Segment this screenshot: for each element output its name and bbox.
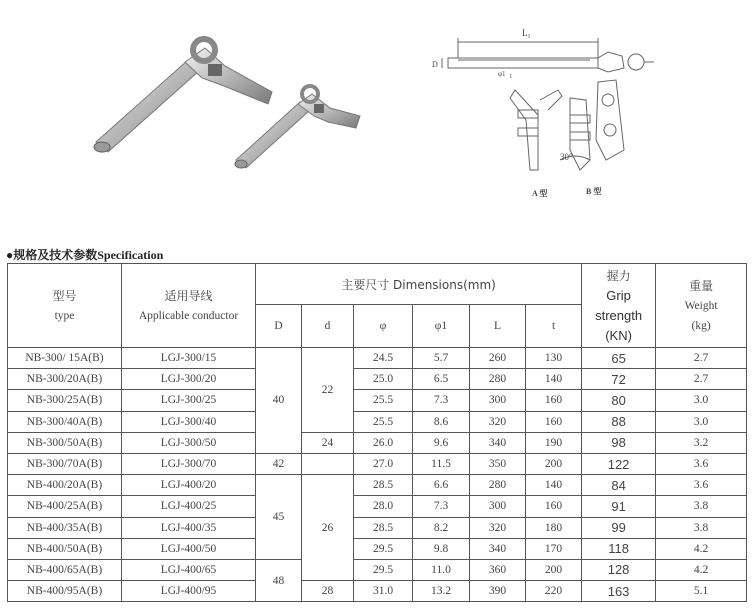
cell-t: 200 [526, 559, 582, 580]
cell-conductor: LGJ-400/35 [122, 517, 256, 538]
cell-L: 280 [470, 369, 526, 390]
cell-phi: 28.0 [354, 496, 413, 517]
cell-conductor: LGJ-300/20 [122, 369, 256, 390]
cell-conductor: LGJ-300/15 [122, 348, 256, 369]
cell-d: 24 [302, 432, 354, 453]
cell-t: 160 [526, 496, 582, 517]
header-weight-cn: 重量 [689, 278, 714, 293]
header-grip [582, 264, 656, 348]
cell-phi1: 5.7 [413, 348, 470, 369]
header-weight-unit: (kg) [691, 319, 711, 332]
header-L: L [470, 305, 526, 348]
cell-weight: 2.7 [656, 348, 747, 369]
cell-type: NB-400/25A(B) [8, 496, 122, 517]
label-type-b: B 型 [586, 187, 602, 196]
cell-type: NB-400/50A(B) [8, 538, 122, 559]
cell-t: 170 [526, 538, 582, 559]
header-weight [656, 264, 747, 348]
table-row [8, 369, 747, 390]
cell-phi1: 11.5 [413, 453, 470, 474]
cell-t: 140 [526, 475, 582, 496]
cell-grip: 88 [582, 411, 656, 432]
cell-weight: 3.6 [656, 453, 747, 474]
cell-phi: 25.5 [354, 390, 413, 411]
cell-grip: 84 [582, 475, 656, 496]
cell-weight: 4.2 [656, 559, 747, 580]
cell-phi1: 7.3 [413, 496, 470, 517]
header-dimensions: 主要尺寸 Dimensions(mm) [256, 264, 582, 305]
cell-L: 300 [470, 390, 526, 411]
cell-phi: 24.5 [354, 348, 413, 369]
cell-phi: 29.5 [354, 538, 413, 559]
header-conductor [122, 264, 256, 348]
cell-conductor: LGJ-300/40 [122, 411, 256, 432]
cell-weight: 3.0 [656, 390, 747, 411]
table-row [8, 390, 747, 411]
header-phi1: φ1 [413, 305, 470, 348]
cell-weight: 3.6 [656, 475, 747, 496]
cell-type: NB-300/40A(B) [8, 411, 122, 432]
header-weight-en: Weight [684, 299, 718, 312]
cell-grip: 98 [582, 432, 656, 453]
cell-grip: 128 [582, 559, 656, 580]
header-D: D [256, 305, 302, 348]
header-grip-unit: (KN) [605, 327, 632, 343]
cell-conductor: LGJ-400/95 [122, 581, 256, 602]
cell-phi1: 9.6 [413, 432, 470, 453]
cell-L: 300 [470, 496, 526, 517]
cell-grip: 99 [582, 517, 656, 538]
cell-D: 40 [256, 348, 302, 454]
cell-conductor: LGJ-400/20 [122, 475, 256, 496]
cell-phi1: 8.6 [413, 411, 470, 432]
cell-phi: 25.5 [354, 411, 413, 432]
header-grip-en2: strength [595, 307, 643, 323]
cell-phi: 31.0 [354, 581, 413, 602]
cell-L: 340 [470, 432, 526, 453]
cell-t: 140 [526, 369, 582, 390]
label-L1: L₁ [522, 28, 531, 38]
table-row [8, 475, 747, 496]
header-t: t [526, 305, 582, 348]
table-row [8, 517, 747, 538]
specification-table [7, 263, 747, 602]
cell-grip: 122 [582, 453, 656, 474]
cell-phi: 25.0 [354, 369, 413, 390]
cell-grip: 91 [582, 496, 656, 517]
section-title: ●规格及技术参数Specification [6, 248, 164, 262]
label-D: D [432, 60, 438, 69]
label-type-a: A 型 [532, 189, 548, 198]
cell-type: NB-400/35A(B) [8, 517, 122, 538]
cell-grip: 80 [582, 390, 656, 411]
cell-t: 220 [526, 581, 582, 602]
cell-phi: 27.0 [354, 453, 413, 474]
cell-type: NB-300/25A(B) [8, 390, 122, 411]
cell-weight: 3.8 [656, 517, 747, 538]
header-grip-cn: 握力 [606, 268, 631, 283]
cell-conductor: LGJ-300/70 [122, 453, 256, 474]
cell-D: 48 [256, 559, 302, 601]
header-model-en: type [54, 309, 75, 322]
cell-d: 22 [302, 348, 354, 433]
table-row [8, 348, 747, 369]
table-row [8, 453, 747, 474]
table-row [8, 538, 747, 559]
product-photo [0, 0, 380, 240]
header-d: d [302, 305, 354, 348]
table-row [8, 432, 747, 453]
header-grip-en1: Grip [606, 287, 631, 303]
cell-phi1: 6.6 [413, 475, 470, 496]
cell-conductor: LGJ-400/25 [122, 496, 256, 517]
cell-phi: 26.0 [354, 432, 413, 453]
label-angle: 30° [560, 152, 573, 162]
cell-t: 200 [526, 453, 582, 474]
cell-weight: 3.0 [656, 411, 747, 432]
cell-d-empty [302, 453, 354, 474]
cell-type: NB-300/ 15A(B) [8, 348, 122, 369]
cell-type: NB-300/20A(B) [8, 369, 122, 390]
cell-t: 180 [526, 517, 582, 538]
label-phi1: φ1 [498, 70, 506, 78]
header-model-cn: 型号 [52, 288, 77, 303]
table-row [8, 581, 747, 602]
cell-type: NB-300/70A(B) [8, 453, 122, 474]
cell-conductor: LGJ-300/50 [122, 432, 256, 453]
cell-t: 160 [526, 390, 582, 411]
label-t: t [510, 72, 512, 80]
cell-weight: 4.2 [656, 538, 747, 559]
cell-phi1: 8.2 [413, 517, 470, 538]
cell-phi1: 13.2 [413, 581, 470, 602]
table-row [8, 559, 747, 580]
cell-type: NB-400/65A(B) [8, 559, 122, 580]
cell-phi1: 9.8 [413, 538, 470, 559]
cell-L: 280 [470, 475, 526, 496]
cell-conductor: LGJ-300/25 [122, 390, 256, 411]
cell-weight: 2.7 [656, 369, 747, 390]
cell-d: 26 [302, 475, 354, 581]
cell-type: NB-400/95A(B) [8, 581, 122, 602]
cell-D: 42 [256, 453, 302, 474]
cell-L: 320 [470, 411, 526, 432]
cell-conductor: LGJ-400/50 [122, 538, 256, 559]
cell-weight: 5.1 [656, 581, 747, 602]
cell-t: 190 [526, 432, 582, 453]
cell-weight: 3.2 [656, 432, 747, 453]
cell-L: 260 [470, 348, 526, 369]
cell-phi: 28.5 [354, 475, 413, 496]
cell-type: NB-400/20A(B) [8, 475, 122, 496]
technical-drawing [410, 20, 660, 210]
table-row [8, 411, 747, 432]
large-clamp [94, 39, 272, 152]
cell-L: 360 [470, 559, 526, 580]
header-phi: φ [354, 305, 413, 348]
cell-phi: 28.5 [354, 517, 413, 538]
cell-phi1: 6.5 [413, 369, 470, 390]
header-conductor-en: Applicable conductor [138, 309, 239, 322]
cell-grip: 65 [582, 348, 656, 369]
header-conductor-cn: 适用导线 [164, 288, 213, 303]
cell-type: NB-300/50A(B) [8, 432, 122, 453]
cell-phi1: 7.3 [413, 390, 470, 411]
cell-grip: 163 [582, 581, 656, 602]
cell-grip: 118 [582, 538, 656, 559]
table-row [8, 496, 747, 517]
cell-grip: 72 [582, 369, 656, 390]
cell-t: 160 [526, 411, 582, 432]
cell-L: 390 [470, 581, 526, 602]
cell-D: 45 [256, 475, 302, 560]
cell-d: 28 [302, 581, 354, 602]
cell-L: 350 [470, 453, 526, 474]
cell-weight: 3.8 [656, 496, 747, 517]
cell-phi1: 11.0 [413, 559, 470, 580]
cell-conductor: LGJ-400/65 [122, 559, 256, 580]
header-model [8, 264, 122, 348]
cell-t: 130 [526, 348, 582, 369]
cell-L: 340 [470, 538, 526, 559]
cell-phi: 29.5 [354, 559, 413, 580]
cell-L: 320 [470, 517, 526, 538]
